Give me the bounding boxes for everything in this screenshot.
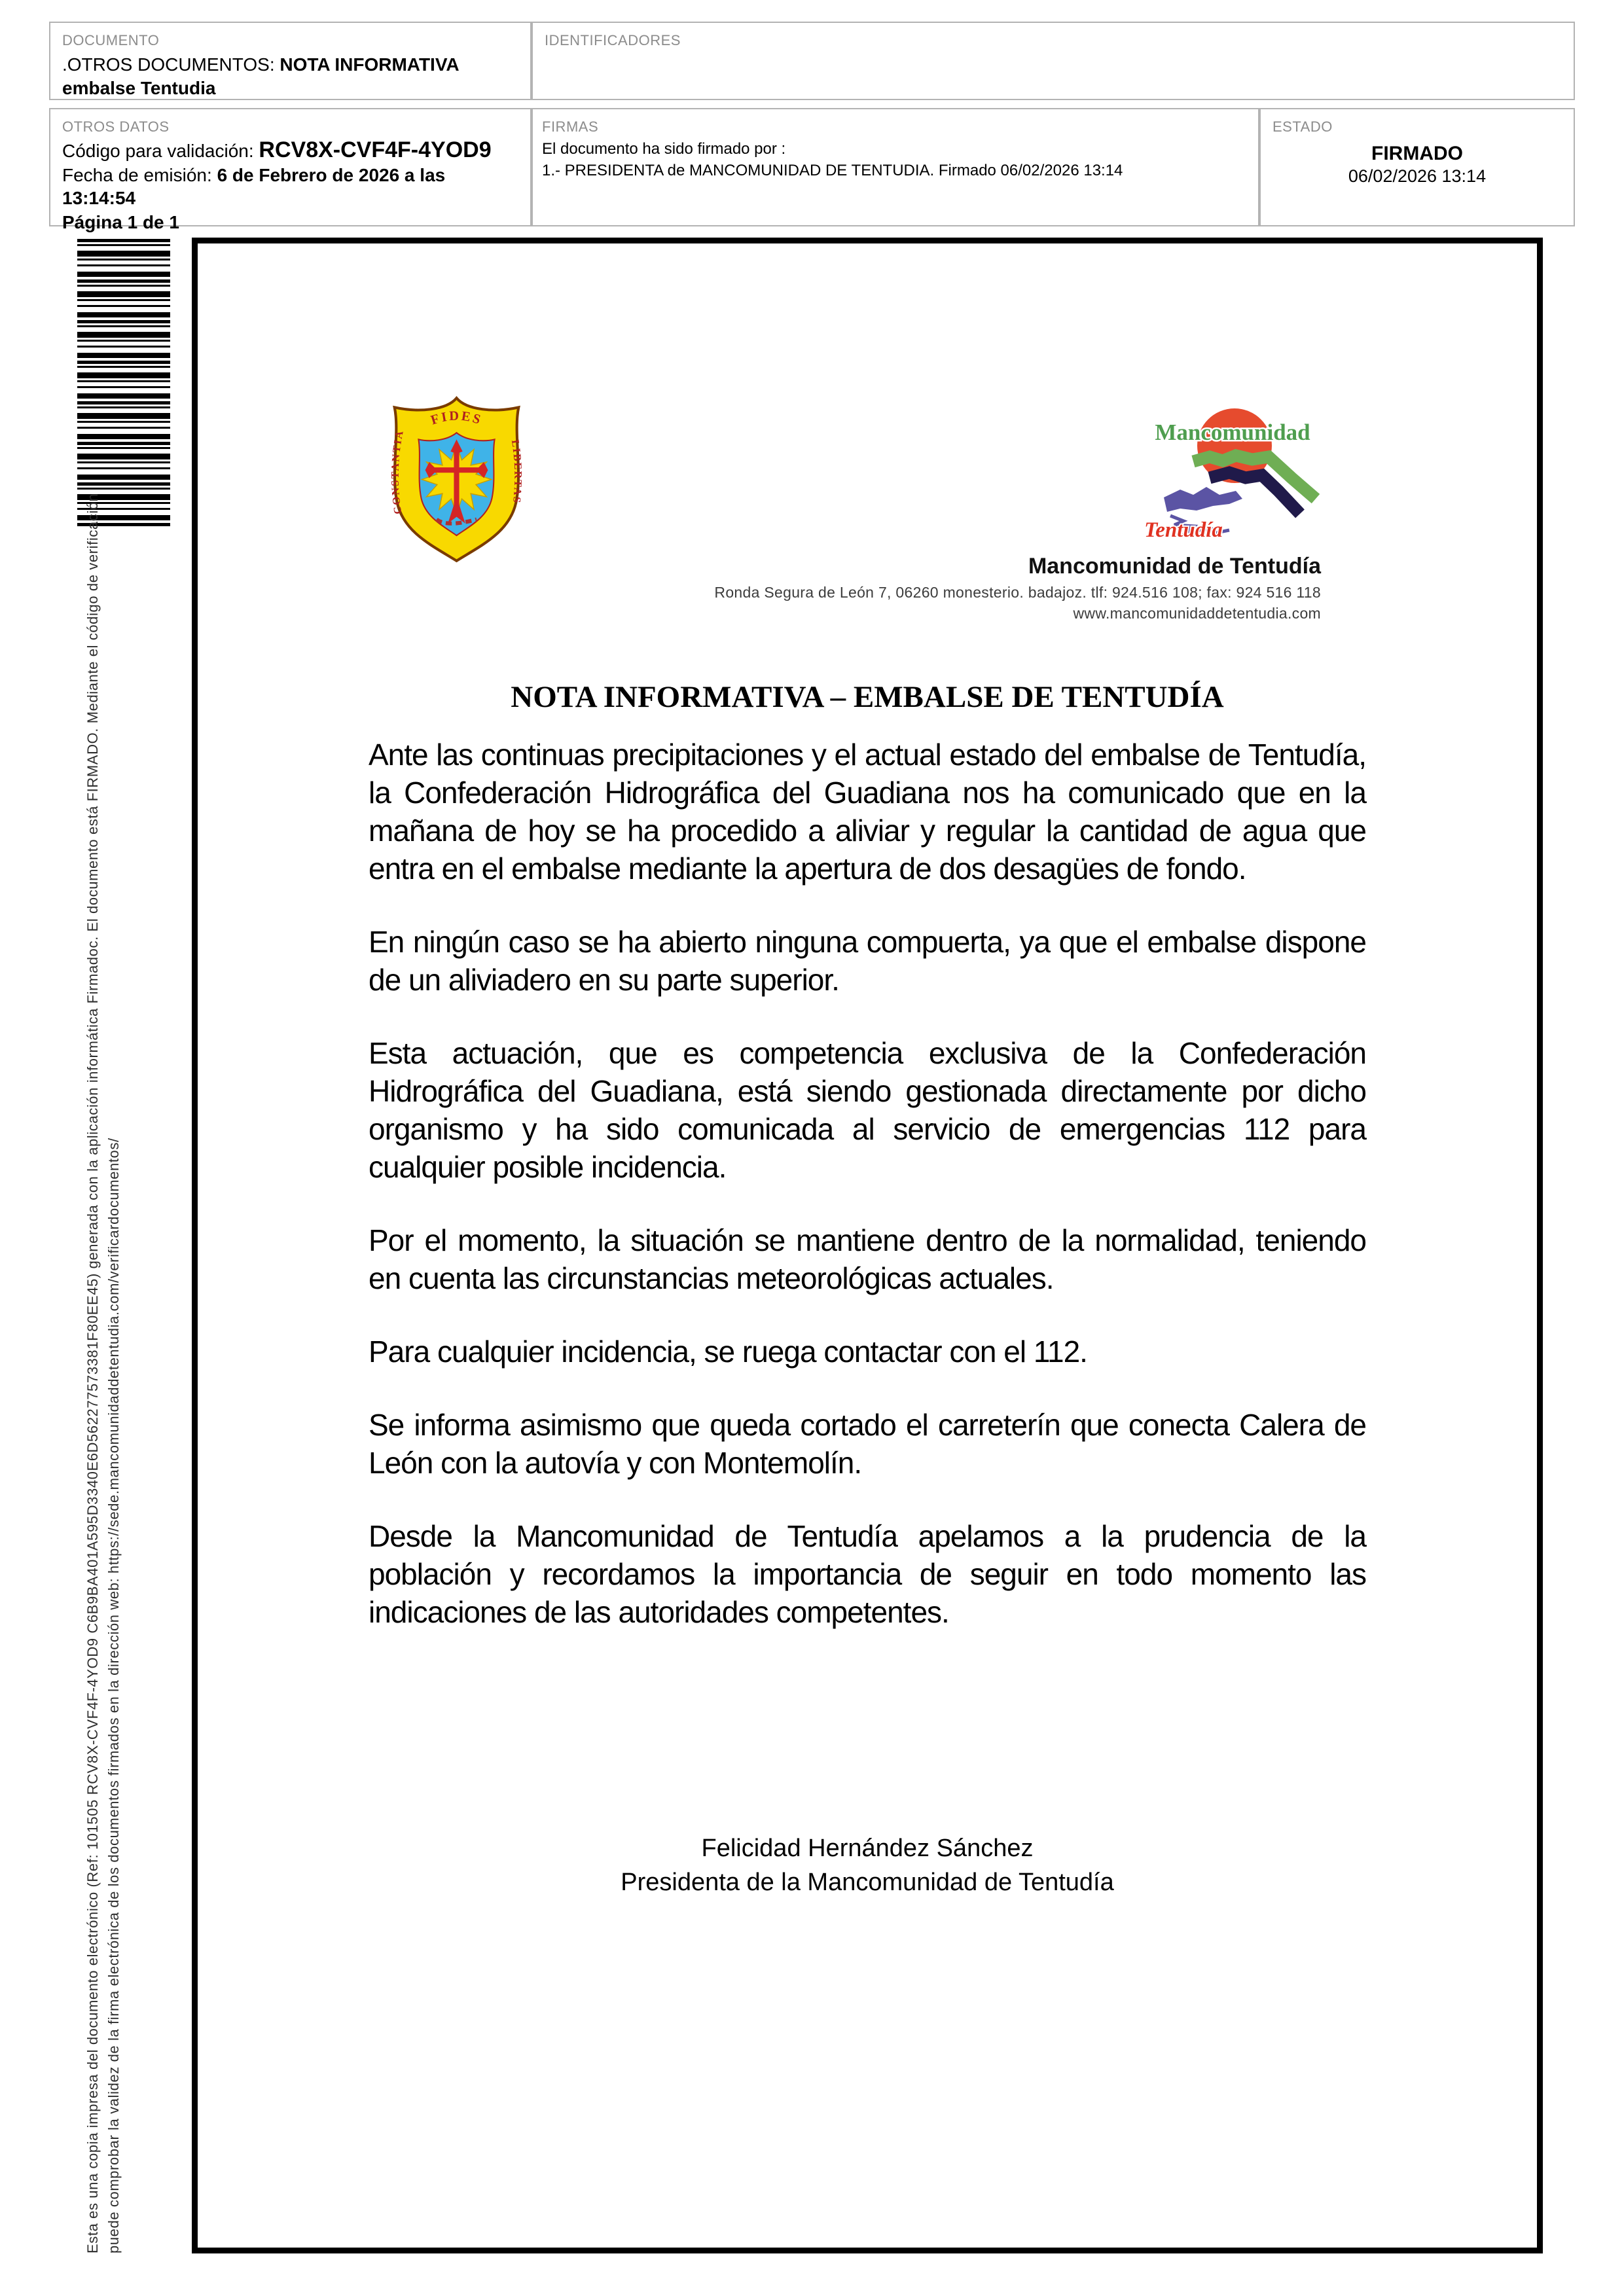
- page-title: NOTA INFORMATIVA – EMBALSE DE TENTUDÍA: [511, 680, 1224, 714]
- paragraph-6: Se informa asimismo que queda cortado el carreterín que conecta Calera de León con la autovía y con Montemolín.: [369, 1408, 1366, 1480]
- shield-motto-right: LIBERTAS: [509, 439, 525, 505]
- shield-motto-top: FIDES: [429, 408, 484, 428]
- org-website: www.mancomunidaddetentudia.com: [1073, 605, 1321, 622]
- barcode: [77, 239, 170, 527]
- header-identificadores-box: [532, 22, 1575, 100]
- fecha-value: 6 de Febrero de 2026 a las 13:14:54: [62, 165, 446, 208]
- verification-text-line2: puede comprobar la validez de la firma electrónica de los documentos firmados en la dirección web: https://sede.mancomunidaddetentudia.com/verificardocumentos/: [105, 1138, 122, 2253]
- estado-value: FIRMADO: [1371, 143, 1463, 164]
- estado-label: ESTADO: [1272, 118, 1333, 135]
- mancomunidad-logo-icon: [1131, 399, 1331, 562]
- verification-text-line1: Esta es una copia impresa del documento electrónico (Ref: 101505 RCV8X-CVF4F-4YOD9 C6B9BA401A595D3340E6D562277573381F80EE45) generada con la aplicación informática Firmadoc. El documento está FIRMADO. Mediante el código de verificación: [84, 493, 101, 2253]
- codigo-value: RCV8X-CVF4F-4YOD9: [259, 137, 492, 162]
- identificadores-label: IDENTIFICADORES: [545, 32, 681, 48]
- logo-word-mancomunidad: Mancomunidad: [1155, 420, 1310, 445]
- org-name: Mancomunidad de Tentudía: [1028, 554, 1321, 579]
- firmas-line1: El documento ha sido firmado por :: [542, 140, 786, 158]
- header-firmas-box: [532, 108, 1259, 226]
- documento-prefix: .OTROS DOCUMENTOS:: [62, 54, 280, 75]
- signature-block: [369, 1831, 1366, 1899]
- paragraph-2: En ningún caso se ha abierto ninguna compuerta, ya que el embalse dispone de un aliviadero en su parte superior.: [369, 925, 1366, 997]
- pagina-line: Página 1 de 1: [62, 212, 179, 232]
- header-otros-datos-box: [49, 108, 532, 232]
- estado-status: [1261, 142, 1574, 187]
- shield-motto-left: CONSTANTIA: [388, 428, 406, 515]
- paragraph-5: Para cualquier incidencia, se ruega contactar con el 112.: [369, 1335, 1087, 1369]
- fecha-emision-line: [50, 163, 530, 210]
- header-documento-box: [49, 22, 532, 100]
- fecha-label: Fecha de emisión:: [62, 165, 217, 185]
- paragraph-4: Por el momento, la situación se mantiene dentro de la normalidad, teniendo en cuenta las circunstancias meteorológicas actuales.: [369, 1223, 1366, 1295]
- codigo-label: Código para validación:: [62, 141, 259, 161]
- note-body: [369, 736, 1366, 1666]
- paragraph-3: Esta actuación, que es competencia exclusiva de la Confederación Hidrográfica del Guadiana, está siendo gestionada directamente por dicho organismo y ha sido comunicada al servicio de emergencias 112 para cualquier posible incidencia.: [369, 1036, 1366, 1184]
- shield-crest-icon: [380, 393, 533, 566]
- documento-title: NOTA INFORMATIVA embalse Tentudia: [62, 54, 459, 98]
- estado-date: 06/02/2026 13:14: [1348, 166, 1487, 186]
- documento-label: DOCUMENTO: [62, 32, 160, 48]
- firmas-line2: 1.- PRESIDENTA de MANCOMUNIDAD DE TENTUDIA. Firmado 06/02/2026 13:14: [542, 162, 1123, 179]
- header-estado-box: [1259, 108, 1575, 226]
- logo-purple-hills: [1164, 487, 1242, 512]
- paragraph-1: Ante las continuas precipitaciones y el actual estado del embalse de Tentudía, la Confederación Hidrográfica del Guadiana nos ha comunicado que en la mañana de hoy se ha procedido a aliviar y regular la cantidad de agua que entra en el embalse mediante la apertura de dos desagües de fondo.: [369, 738, 1366, 886]
- signature-role: Presidenta de la Mancomunidad de Tentudía: [621, 1869, 1114, 1896]
- signature-name: Felicidad Hernández Sánchez: [701, 1835, 1034, 1862]
- logo-word-tentudia: Tentudía: [1144, 518, 1223, 542]
- firmas-label: FIRMAS: [542, 118, 599, 135]
- codigo-validacion-line: [50, 138, 530, 163]
- otros-datos-label: OTROS DATOS: [62, 118, 170, 135]
- org-address: Ronda Segura de León 7, 06260 monesterio. badajoz. tlf: 924.516 108; fax: 924 516 118: [714, 584, 1321, 601]
- paragraph-7: Desde la Mancomunidad de Tentudía apelamos a la prudencia de la población y recordamos la importancia de seguir en todo momento las indicaciones de las autoridades competentes.: [369, 1519, 1366, 1629]
- documento-value: [50, 52, 530, 101]
